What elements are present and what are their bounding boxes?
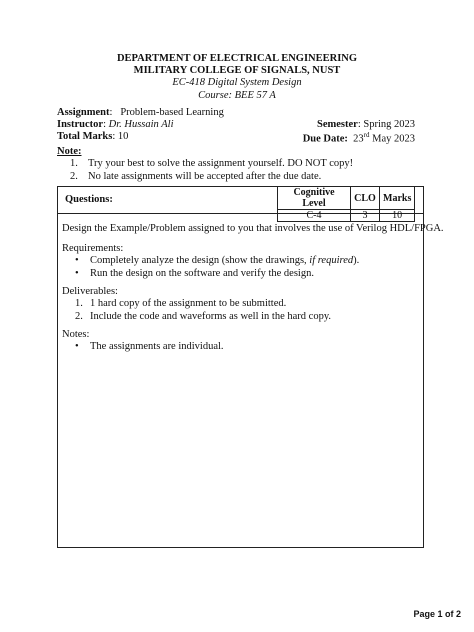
assignment-value: Problem-based Learning [120,107,224,118]
due-rest: May 2023 [372,133,415,145]
cognitive-level-value: C-4 [278,210,351,222]
questions-label: Questions: [65,194,113,205]
clo-value: 3 [351,210,380,222]
college-title: MILITARY COLLEGE OF SIGNALS, NUST [133,65,341,76]
semester-label: Semester [317,119,358,130]
note-item: 1. Try your best to solve the assignment yourself. DO NOT copy! [70,158,354,169]
note-title: Note: [57,146,82,157]
notes-list [75,340,224,353]
course-title: EC-418 Digital System Design [172,77,302,88]
assignment-label: Assignment [57,107,110,118]
requirements-list [75,254,359,280]
instructor-label: Instructor [57,119,104,130]
note-item: 2. No late assignments will be accepted after the due date. [70,171,322,182]
assignment-line: Assignment: Problem-based Learning [57,107,224,118]
deliverables-list [75,297,331,323]
list-item: 2. Include the code and waveforms as well in the hard copy. [75,311,332,322]
list-item: • Run the design on the software and verify the design. [75,268,314,279]
due-date-line [303,131,415,145]
due-day: 23 [353,133,364,145]
deliverables-title: Deliverables: [62,286,118,297]
questions-box [57,186,424,548]
questions-header [57,186,424,221]
batch-title: Course: BEE 57 A [198,90,276,101]
assessment-table [277,186,415,222]
list-item: • Completely analyze the design (show the drawings, if required). [75,255,360,266]
due-date-label: Due Date: [302,133,348,145]
requirements-title: Requirements: [62,243,124,254]
total-marks-value: 10 [117,131,129,142]
marks-header: Marks [380,187,415,210]
instructor-line: Instructor: Dr. Hussain Ali [57,119,174,130]
question-description: Design the Example/Problem assigned to you that involves the use of Verilog HDL/FPGA. [62,223,444,234]
total-marks-line: Total Marks: 10 [57,131,129,142]
page-number: Page 1 of 2 [413,609,461,619]
list-item: • The assignments are individual. [75,341,224,352]
marks-value: 10 [380,210,415,222]
due-day-suffix: rd [363,131,370,139]
notes-title: Notes: [62,329,90,340]
list-item: 1. 1 hard copy of the assignment to be submitted. [75,298,287,309]
department-title: DEPARTMENT OF ELECTRICAL ENGINEERING [116,53,358,64]
note-list [70,157,353,183]
clo-header: CLO [351,187,380,210]
total-marks-label: Total Marks [57,131,113,142]
cognitive-level-header: Cognitive Level [278,187,351,210]
instructor-value: Dr. Hussain Ali [108,119,174,130]
semester-line: Semester: Spring 2023 [317,119,415,130]
semester-value: Spring 2023 [363,119,415,130]
